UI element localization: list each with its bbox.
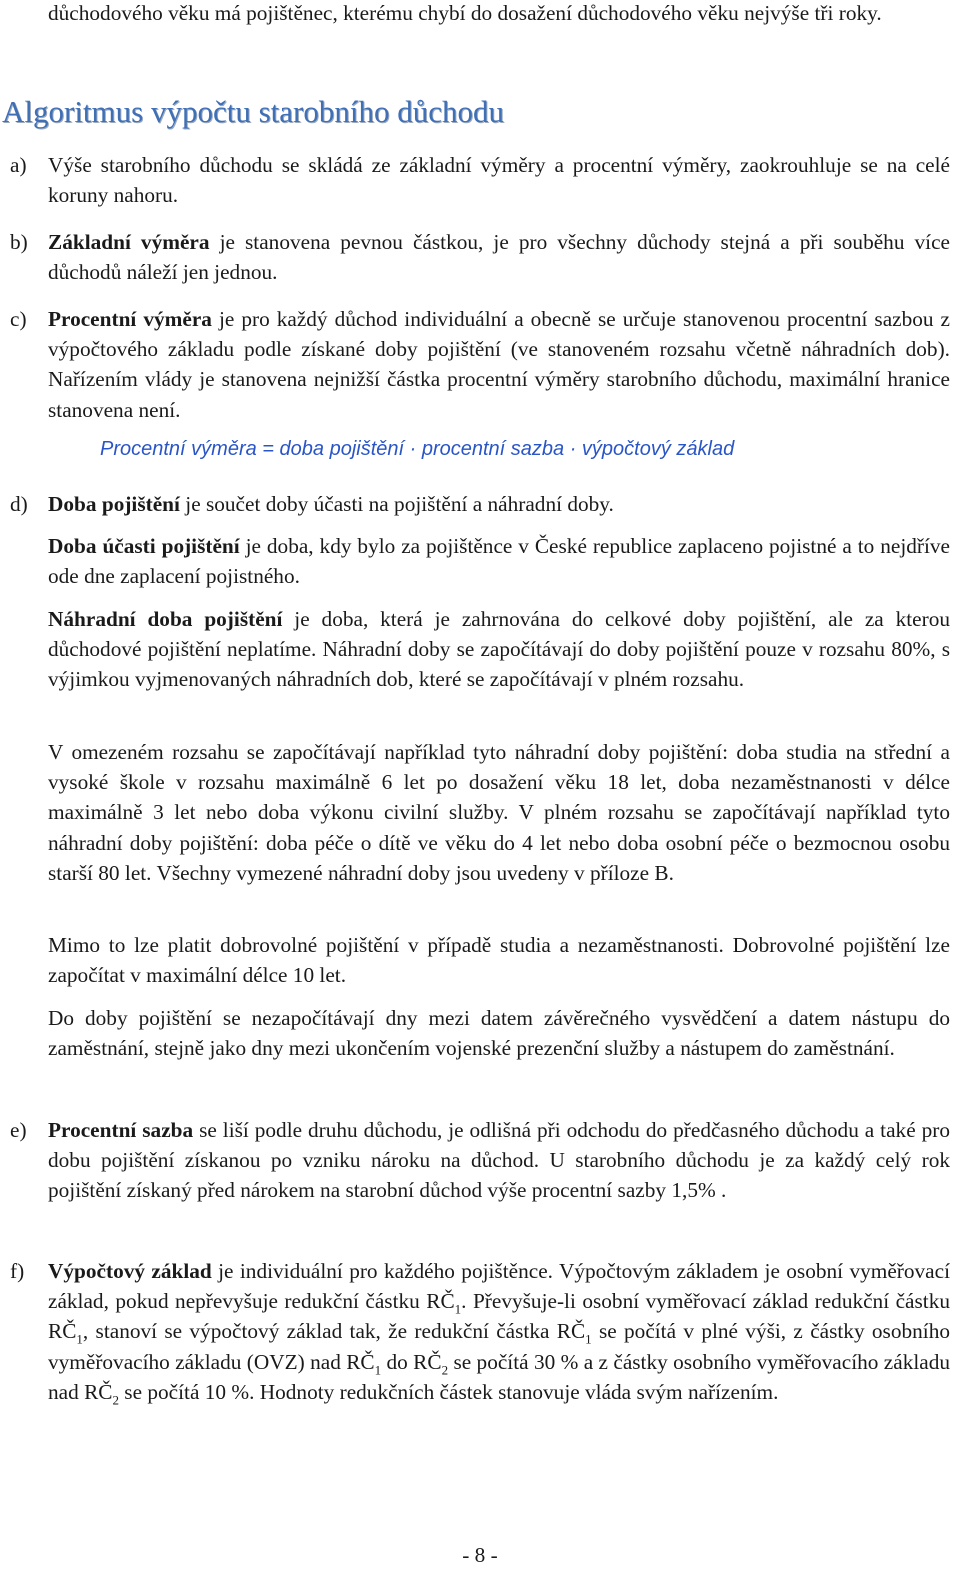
item-f-label: f) xyxy=(10,1259,25,1283)
item-e-text: Procentní sazba se liší podle druhu důchodu, je odlišná při odchodu do předčasného důchodu a také pro dobu pojištění získanou po vzniku nároku na důchod. U starobního důchodu je za každý celý rok pojištění získaný před nárokem na starobní důchod výše procentní sazby 1,5% . xyxy=(48,1118,950,1203)
dobrovolne-pojisteni-paragraph: Mimo to lze platit dobrovolné pojištění v případě studia a nezaměstnanosti. Dobrovolné pojištění lze započítat v maximální délce 10 let. xyxy=(48,933,950,988)
item-a xyxy=(10,150,950,210)
doba-ucasti-paragraph: Doba účasti pojištění je doba, kdy bylo za pojištěnce v České republice zaplaceno pojistné a to nejdříve ode dne zaplacení pojistného. xyxy=(48,534,950,589)
item-e-label: e) xyxy=(10,1118,27,1142)
item-c xyxy=(10,304,950,425)
term-procentni-vymera: Procentní výměra xyxy=(48,307,212,331)
item-a-label: a) xyxy=(10,153,27,177)
omezeny-rozsah-paragraph: V omezeném rozsahu se započítávají například tyto náhradní doby pojištění: doba studia na střední a vysoké škole v rozsahu maximálně 6 let po dosažení věku 18 let, doba nezaměstnanosti v délce maximálně 3 let nebo doba výkonu civilní služby. V plném rozsahu se započítávají například tyto náhradní doby pojištění: doba péče o dítě ve věku do 4 let nebo doba osobní péče o bezmocnou osobu starší 80 let. Všechny vymezené náhradní doby jsou uvedeny v příloze B. xyxy=(48,740,950,885)
item-a-text: Výše starobního důchodu se skládá ze základní výměry a procentní výměry, zaokrouhluje se na celé koruny nahoru. xyxy=(48,153,950,208)
item-f xyxy=(10,1256,950,1407)
term-procentni-sazba: Procentní sazba xyxy=(48,1118,194,1142)
item-d-text: Doba pojištění je součet doby účasti na pojištění a náhradní doby. xyxy=(48,492,614,516)
nahradni-doba-paragraph: Náhradní doba pojištění je doba, která je zahrnována do celkové doby pojištění, ale za kterou důchodové pojištění neplatíme. Náhradní doby se započítávají do doby pojištění pouze v rozsahu 80%, s výjimkou vyjmenovaných náhradních dob, které se započítávají v plném rozsahu. xyxy=(48,607,951,692)
term-doba-pojisteni: Doba pojištění xyxy=(48,492,180,516)
item-b-text: Základní výměra je stanovena pevnou částkou, je pro všechny důchody stejná a při souběhu více důchodů náleží jen jednou. xyxy=(48,230,950,285)
page-number: - 8 - xyxy=(462,1543,498,1567)
section-heading: Algoritmus výpočtu starobního důchodu xyxy=(2,94,504,129)
item-d-label: d) xyxy=(10,492,28,516)
intro-paragraph: důchodového věku má pojištěnec, kterému chybí do dosažení důchodového věku nejvýše tři roky. xyxy=(48,1,882,25)
item-b-label: b) xyxy=(10,230,28,254)
item-b xyxy=(10,227,950,287)
nezapocitavane-doby-paragraph: Do doby pojištění se nezapočítávají dny mezi datem závěrečného vysvědčení a datem nástupu do zaměstnání, stejně jako dny mezi ukončením vojenské prezenční služby a nástupem do zaměstnání. xyxy=(48,1006,950,1061)
item-f-text: Výpočtový základ je individuální pro každého pojištěnce. Výpočtovým základem je osobní vyměřovací základ, pokud nepřevyšuje redukční částku $RČ_1$. Převyšuje-li osobní vyměřovací základ redukční částku $RČ_1$, stanoví se výpočtový základ tak, že redukční částka $RČ_1$ se počítá v plné výši, z částky osobního vyměřovacího základu (OVZ) nad $RČ_1$ do $RČ_2$ se počítá 30 % a z částky osobního vyměřovacího základu nad $RČ_2$ se počítá 10 %. Hodnoty redukčních částek stanovuje vláda svým nařízením. xyxy=(48,1259,951,1408)
term-nahradni-doba: Náhradní doba pojištění xyxy=(48,607,283,631)
term-vypoctovy-zaklad: Výpočtový základ xyxy=(48,1259,212,1283)
item-c-label: c) xyxy=(10,307,27,331)
item-e xyxy=(10,1115,950,1206)
term-doba-ucasti: Doba účasti pojištění xyxy=(48,534,240,558)
term-zakladni-vymera: Základní výměra xyxy=(48,230,210,254)
item-c-text: Procentní výměra je pro každý důchod individuální a obecně se určuje stanovenou procentní sazbou z výpočtového základu podle získané doby pojištění (ve stanoveném rozsahu včetně náhradních dob). Nařízením vlády je stanovena nejnižší částka procentní výměry starobního důchodu, maximální hranice stanovena není. xyxy=(48,307,951,422)
item-d xyxy=(10,489,950,519)
formula: Procentní výměra = doba pojištění · procentní sazba · výpočtový základ xyxy=(100,438,735,460)
